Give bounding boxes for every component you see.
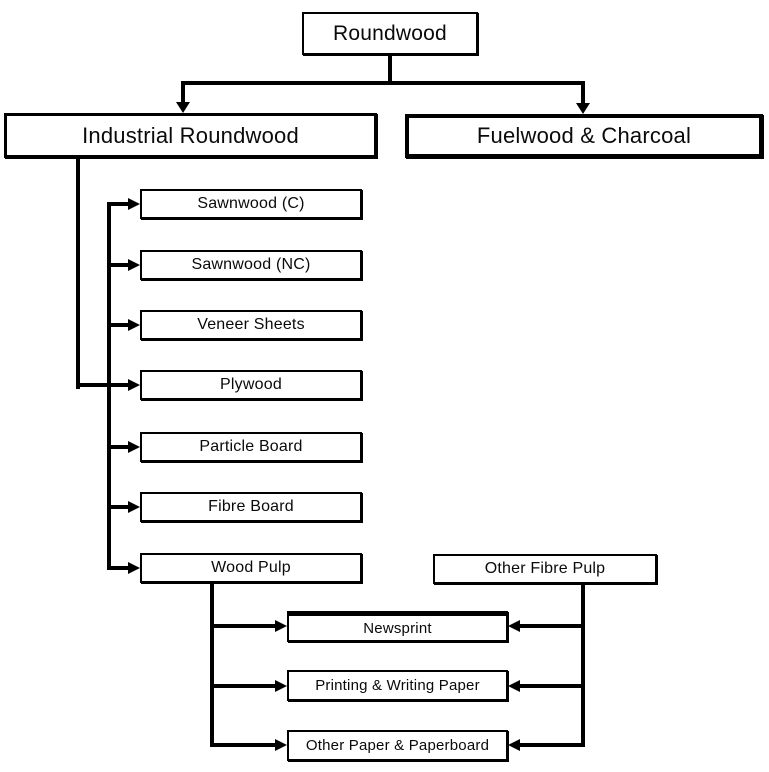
edge-wood-pulp-printing: [212, 684, 275, 688]
edge-other-fibre-other-paper: [520, 743, 583, 747]
arrowhead-other-fibre-other-paper: [508, 739, 520, 751]
arrowhead-wood-pulp: [128, 562, 140, 574]
node-fuelwood-charcoal: Fuelwood & Charcoal: [405, 114, 763, 158]
edge-to-fuelwood-stub: [581, 81, 585, 104]
arrowhead-wood-pulp-other-paper: [275, 739, 287, 751]
edge-other-fibre-printing: [520, 684, 583, 688]
edge-industrial-trunk: [76, 157, 80, 389]
node-sawnwood-nc: Sawnwood (NC): [140, 250, 362, 280]
node-fibre-board: Fibre Board: [140, 492, 362, 522]
node-industrial-roundwood: Industrial Roundwood: [4, 113, 377, 158]
edge-to-industrial-stub: [181, 81, 185, 103]
arrowhead-particle-board: [128, 441, 140, 453]
arrowhead-other-fibre-newsprint: [508, 620, 520, 632]
edge-roundwood-split-bar: [181, 81, 585, 85]
edge-industrial-trunk-elbow: [76, 383, 111, 387]
arrowhead-wood-pulp-newsprint: [275, 620, 287, 632]
node-particle-board: Particle Board: [140, 432, 362, 462]
edge-wood-pulp-other-paper: [212, 743, 275, 747]
arrowhead-veneer-sheets: [128, 319, 140, 331]
arrowhead-wood-pulp-printing: [275, 680, 287, 692]
arrowhead-sawnwood-nc: [128, 259, 140, 271]
node-veneer-sheets: Veneer Sheets: [140, 310, 362, 340]
arrowhead-plywood: [128, 379, 140, 391]
edge-wood-pulp-newsprint: [212, 624, 275, 628]
arrowhead-to-industrial: [176, 102, 190, 113]
arrowhead-sawnwood-c: [128, 198, 140, 210]
node-roundwood: Roundwood: [302, 12, 478, 55]
edge-wood-pulp-trunk: [210, 582, 214, 747]
node-sawnwood-c: Sawnwood (C): [140, 189, 362, 219]
node-newsprint: Newsprint: [287, 611, 508, 642]
node-printing-writing-paper: Printing & Writing Paper: [287, 670, 508, 701]
arrowhead-fibre-board: [128, 501, 140, 513]
node-plywood: Plywood: [140, 370, 362, 400]
node-other-fibre-pulp: Other Fibre Pulp: [433, 554, 657, 584]
arrowhead-other-fibre-printing: [508, 680, 520, 692]
edge-roundwood-stem: [388, 54, 392, 83]
edge-other-fibre-trunk: [581, 583, 585, 747]
node-other-paper-paperboard: Other Paper & Paperboard: [287, 730, 508, 761]
node-wood-pulp: Wood Pulp: [140, 553, 362, 583]
edge-other-fibre-newsprint: [520, 624, 583, 628]
arrowhead-to-fuelwood: [576, 103, 590, 114]
